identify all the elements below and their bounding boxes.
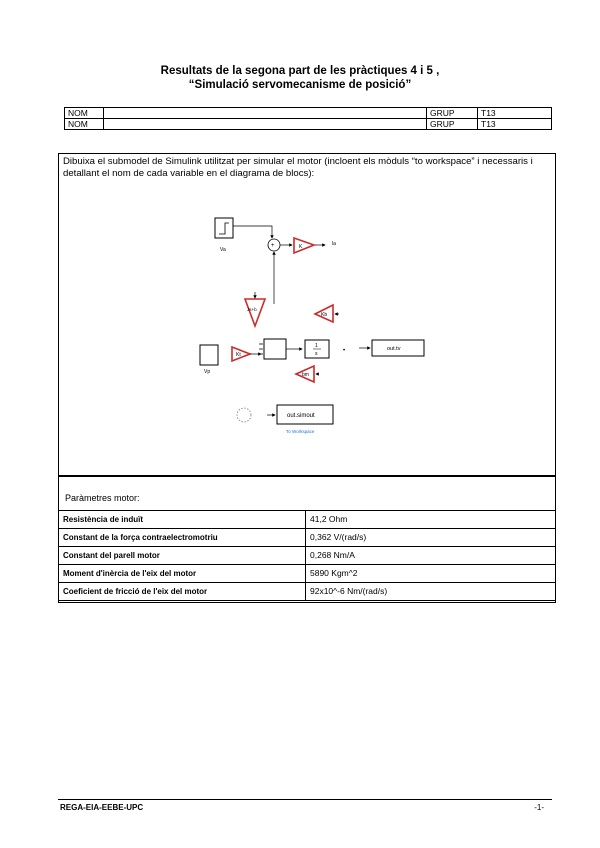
step-block-va[interactable] xyxy=(215,218,233,238)
param-value: 0,362 V/(rad/s) xyxy=(306,529,556,547)
table-row xyxy=(65,119,552,130)
grup-label: GRUP xyxy=(427,108,478,119)
simulink-diagram xyxy=(59,154,555,475)
sum-block[interactable] xyxy=(268,239,280,251)
gain-kb-label: Kb xyxy=(321,312,328,318)
gain-js[interactable] xyxy=(245,299,265,326)
params-section xyxy=(58,476,556,603)
workspace-caption: To Workspace xyxy=(286,429,315,434)
nom-label: NOM xyxy=(65,108,104,119)
out-tv-block[interactable] xyxy=(372,340,424,356)
document-title xyxy=(0,64,600,92)
gain-bm[interactable] xyxy=(296,366,314,382)
param-value: 41,2 Ohm xyxy=(306,511,556,529)
clock-icon[interactable] xyxy=(237,408,251,422)
diagram-box xyxy=(58,153,556,476)
svg-text:+: + xyxy=(271,243,275,249)
connector-dot: • xyxy=(343,348,346,354)
table-row xyxy=(59,511,556,529)
gain-js-label: Js+b xyxy=(247,307,257,312)
gain-k-label: K xyxy=(299,244,303,250)
out-tv-label: out.tv xyxy=(387,346,401,352)
title-line-2: “Simulació servomecanisme de posició” xyxy=(188,79,412,91)
gain-bm-label: bm xyxy=(302,372,309,378)
grup-value[interactable]: T13 xyxy=(478,108,552,119)
footer-institution: REGA-EIA-EEBE-UPC xyxy=(60,803,144,812)
footer-divider xyxy=(58,799,552,800)
to-workspace-block[interactable] xyxy=(277,405,333,424)
gain-kt-label: Kt xyxy=(236,352,241,358)
page-number: -1- xyxy=(534,803,544,812)
instructions-text: Dibuixa el submodel de Simulink utilitzat per simular el motor (incloent els mòduls “to workspace” i necessaris i detallant el nom de cada variable en el diagrama de blocs): xyxy=(63,156,533,179)
step-vp-label: Vp xyxy=(204,369,211,375)
table-row xyxy=(65,108,552,119)
param-value: 0,268 Nm/A xyxy=(306,547,556,565)
param-name: Constant del parell motor xyxy=(59,547,306,565)
params-header xyxy=(59,476,555,510)
transfer-function-block[interactable] xyxy=(305,340,329,358)
names-table xyxy=(64,107,552,130)
sum2-block[interactable] xyxy=(259,339,286,359)
nom-label: NOM xyxy=(65,119,104,130)
param-value: 5890 Kgm^2 xyxy=(306,565,556,583)
step-block-vp[interactable] xyxy=(200,345,218,365)
tf-denominator: s xyxy=(315,351,318,357)
step-va-label: Va xyxy=(220,247,226,253)
table-row xyxy=(59,529,556,547)
param-name: Resistència de induït xyxy=(59,511,306,529)
table-row xyxy=(59,565,556,583)
params-heading: Paràmetres motor: xyxy=(65,493,140,503)
nom-field[interactable] xyxy=(104,108,427,119)
table-row xyxy=(59,583,556,601)
gain-k[interactable] xyxy=(294,238,314,253)
param-name: Constant de la força contraelectromotriu xyxy=(59,529,306,547)
param-name: Coeficient de fricció de l'eix del motor xyxy=(59,583,306,601)
title-line-1: Resultats de la segona part de les pràctiques 4 i 5 , xyxy=(160,65,440,77)
nom-field[interactable] xyxy=(104,119,427,130)
param-name: Moment d'inèrcia de l'eix del motor xyxy=(59,565,306,583)
params-table xyxy=(58,510,556,601)
grup-value[interactable]: T13 xyxy=(478,119,552,130)
param-value: 92x10^-6 Nm/(rad/s) xyxy=(306,583,556,601)
gain-1-label: la xyxy=(332,241,336,247)
gain-kt[interactable] xyxy=(232,347,250,361)
table-row xyxy=(59,547,556,565)
grup-label: GRUP xyxy=(427,119,478,130)
workspace-block-label: out.simout xyxy=(287,413,315,419)
tf-numerator: 1 xyxy=(315,343,318,349)
gain-kb[interactable] xyxy=(315,305,333,322)
